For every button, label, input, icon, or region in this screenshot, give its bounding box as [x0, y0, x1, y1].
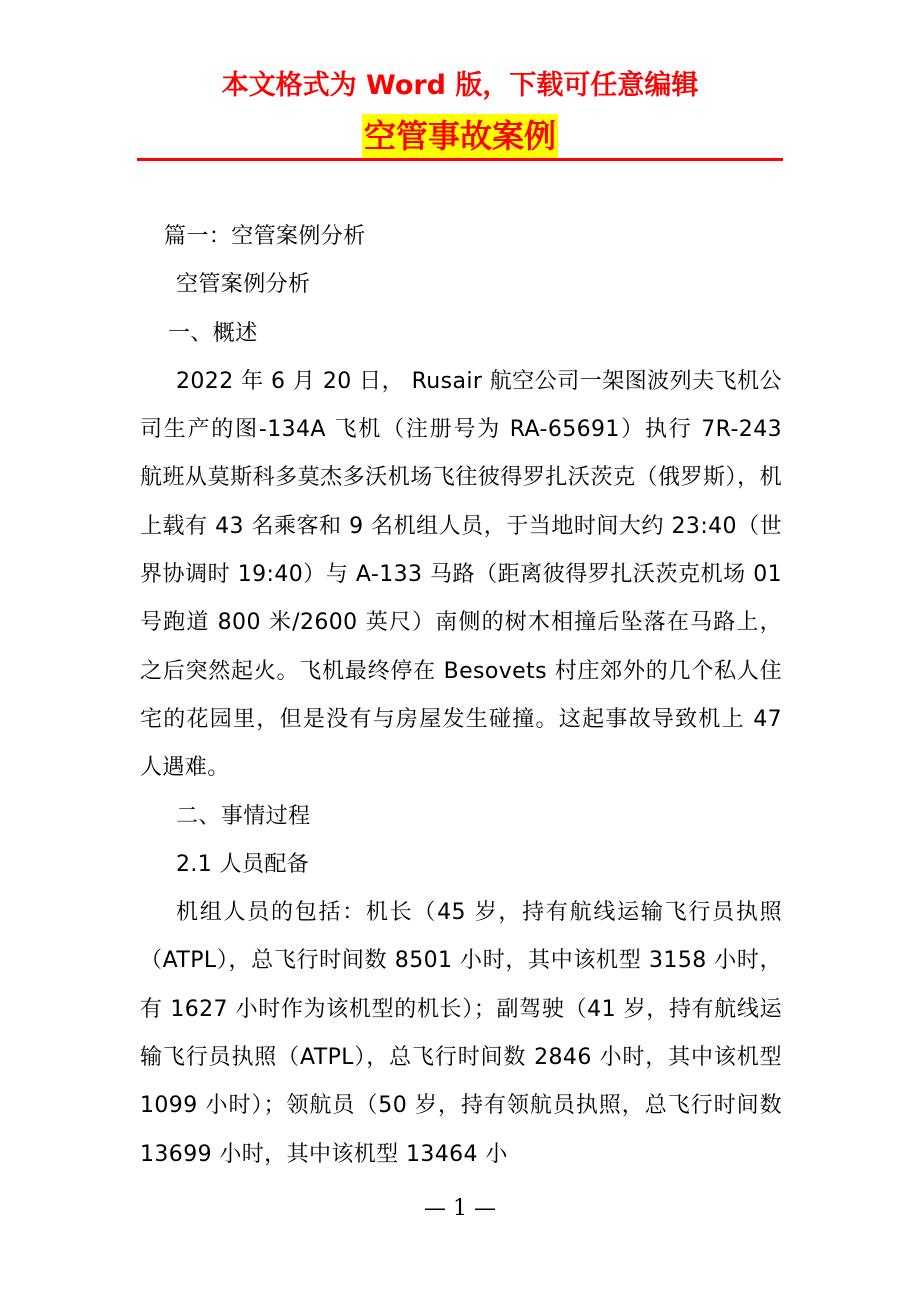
- paragraph-crew: 机组人员的包括：机长（45 岁，持有航线运输飞行员执照（ATPL），总飞行时间数 8501 小时，其中该机型 3158 小时，有 1627 小时作为该机型的机长）；副驾驶（41 岁，持有航线运输飞行员执照（ATPL），总飞行时间数 2846 小时，其中该机型 1099 小时）；领航员（50 岁，持有领航员执照，总飞行时间数 13699 小时，其中该机型 13464 小: [140, 900, 782, 1167]
- heading-process: 二、事情过程: [176, 803, 311, 829]
- heading-staffing: 2.1 人员配备: [176, 851, 310, 877]
- page-title: 空管事故案例: [362, 114, 558, 158]
- header-divider: [137, 158, 783, 161]
- page-number: — 1 —: [424, 1196, 496, 1221]
- heading-overview: 一、概述: [168, 320, 258, 346]
- section-title: 篇一：空管案例分析: [164, 224, 366, 249]
- format-notice: 本文格式为 Word 版，下载可任意编辑: [221, 70, 699, 101]
- title-container: [0, 114, 920, 158]
- paragraph-overview: 2022 年 6 月 20 日， Rusair 航空公司一架图波列夫飞机公司生产的图-134A 飞机（注册号为 RA-65691）执行 7R-243 航班从莫斯科多莫杰多沃机场飞往彼得罗扎沃茨克（俄罗斯），机上载有 43 名乘客和 9 名机组人员，于当地时间大约 23:40（世界协调时 19:40）与 A-133 马路（距离彼得罗扎沃茨克机场 01 号跑道 800 米/2600 英尺）南侧的树木相撞后坠落在马路上，之后突然起火。飞机最终停在 Besovets 村庄郊外的几个私人住宅的花园里，但是没有与房屋发生碰撞。这起事故导致机上 47 人遇难。: [140, 368, 782, 781]
- document-body: [140, 213, 782, 1179]
- subtitle: 空管案例分析: [176, 272, 311, 298]
